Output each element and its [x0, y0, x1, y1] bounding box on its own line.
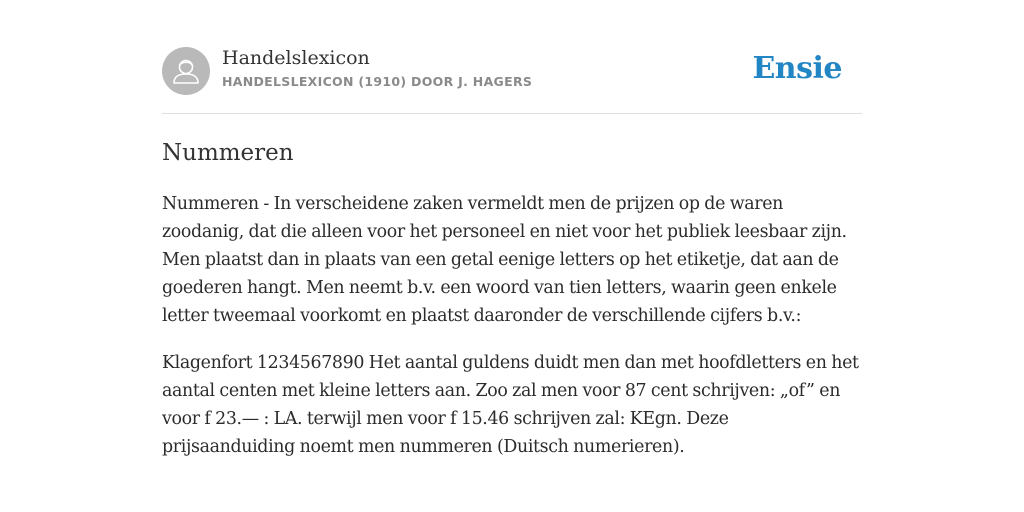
source-title[interactable]: Handelslexicon: [222, 47, 370, 69]
ensie-logo[interactable]: Ensie: [752, 51, 842, 86]
body-paragraph: Nummeren - In verscheidene zaken vermeldt men de prijzen op de waren zoodanig, dat die alleen voor het personeel en niet voor het publiek leesbaar zijn. Men plaatst dan in plaats van een getal eenige letters op het etiketje, dat aan de goederen hangt. Men neemt b.v. een woord van tien letters, waarin geen enkele letter tweemaal voorkomt en plaatst daaronder de verschillende cijfers b.v.:: [162, 194, 847, 326]
user-icon: [162, 47, 210, 95]
entry-body: [162, 190, 862, 480]
source-subtitle[interactable]: HANDELSLEXICON (1910) DOOR J. HAGERS: [222, 74, 533, 89]
source-avatar[interactable]: [162, 47, 210, 95]
entry-header: [162, 46, 862, 96]
body-paragraph: Klagenfort 1234567890 Het aantal guldens duidt men dan met hoofdletters en het aantal centen met kleine letters aan. Zoo zal men voor 87 cent schrijven: „of” en voor f 23.— : LA. terwijl men voor f 15.46 schrijven zal: KEgn. Deze prijsaanduiding noemt men nummeren (Duitsch numerieren).: [162, 353, 859, 457]
entry-card: [162, 0, 862, 512]
entry-title: Nummeren: [162, 140, 294, 166]
header-divider: [162, 113, 862, 114]
